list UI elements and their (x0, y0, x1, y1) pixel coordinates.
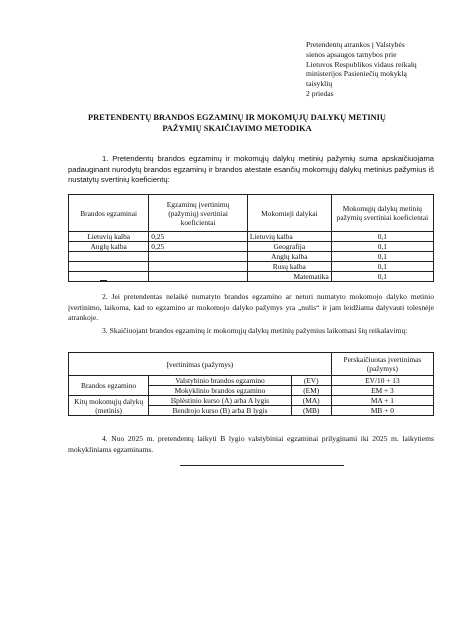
table-row (69, 262, 434, 272)
table-row (69, 242, 434, 252)
header-line: Lietuvos Respublikos vidaus reikalų (306, 59, 417, 69)
table-cell: Lietuvių kalba (247, 232, 331, 242)
table-row (69, 272, 434, 282)
title-line-2: PAŽYMIŲ SKAIČIAVIMO METODIKA (162, 124, 312, 133)
paragraph-1: 1. Pretendentų brandos egzaminų ir mokomųjų dalykų metinių pažymių suma apskaičiuojama padauginant nurodytų brandos egzaminų ir brandos atestate esančių mokomųjų dalykų metinius pažymius iš nustatytų svertinių koeficientų: (68, 154, 434, 185)
table-cell: 0,1 (331, 252, 433, 262)
header-line: ministerijos Pasieniečių mokyklą (306, 69, 407, 79)
table-cell: Matematika (247, 272, 331, 282)
paragraph-4: 4. Nuo 2025 m. pretendentų laikyti B lygio valstybiniai egzaminai prilyginami iki 2025 m. laikytiems mokykliniams egzaminams. (68, 434, 434, 454)
table-cell: 0,25 (149, 232, 248, 242)
table-cell (149, 272, 248, 282)
symbol-cell: (EV) (291, 376, 331, 386)
table-cell (69, 272, 149, 282)
end-line (180, 465, 344, 466)
header-line: 2 priedas (306, 88, 334, 98)
table-row (69, 396, 434, 406)
table-row (69, 232, 434, 242)
table-header-row (69, 195, 434, 232)
table-row (69, 376, 434, 386)
document-title (40, 112, 434, 134)
table-cell: Rusų kalba (247, 262, 331, 272)
table-row (69, 252, 434, 262)
annex-header (306, 40, 456, 99)
header-line: sienos apsaugos tarnybos prie (306, 49, 397, 59)
table-cell: 0,1 (331, 232, 433, 242)
table-cell: 0,25 (149, 242, 248, 252)
table-cell: 0,1 (331, 242, 433, 252)
column-header: Mokomųjų dalykų metinių pažymių svertiniai koeficientai (331, 195, 433, 232)
coefficients-table (68, 194, 434, 282)
formula-cell: EV/10 + 13 (331, 376, 433, 386)
table-header-row (69, 353, 434, 376)
symbol-cell: (MB) (291, 406, 331, 416)
table-cell (69, 252, 149, 262)
paragraph-3: 3. Skaičiuojant brandos egzaminų ir mokomųjų dalykų metinių pažymius laikomasi šių reikalavimų: (102, 326, 408, 335)
formula-cell: MA + 1 (331, 396, 433, 406)
table-cell (149, 262, 248, 272)
symbol-cell: (EM) (291, 386, 331, 396)
table-cell: Išplėstinio kurso (A) arba A lygis (149, 396, 291, 406)
table-cell (69, 262, 149, 272)
column-header: Egzaminų įvertinimų (pažymių) svertiniai koeficientai (149, 195, 248, 232)
recalculation-table (68, 352, 434, 416)
table-cell (149, 252, 248, 262)
table-cell: Anglų kalba (69, 242, 149, 252)
group-label: Kitų mokomųjų dalykų (metinis) (69, 396, 149, 416)
column-header: Perskaičiuotas įvertinimas (pažymys) (331, 353, 433, 376)
group-label: Brandos egzamino (69, 376, 149, 396)
table-cell: 0,1 (331, 262, 433, 272)
header-line: Pretendentų atrankos į Valstybės (306, 40, 405, 49)
column-header: Įvertinimas (pažymys) (69, 353, 332, 376)
column-header: Mokomieji dalykai (247, 195, 331, 232)
table-cell: Mokyklinio brandos egzamino (149, 386, 291, 396)
dash-divider (100, 280, 107, 281)
column-header: Brandos egzaminai (69, 195, 149, 232)
title-line-1: PRETENDENTŲ BRANDOS EGZAMINŲ IR MOKOMŲJŲ DALYKŲ METINIŲ (88, 113, 386, 122)
symbol-cell: (MA) (291, 396, 331, 406)
header-line: taisyklių (306, 79, 333, 89)
formula-cell: MB + 0 (331, 406, 433, 416)
table-cell: Anglų kalba (247, 252, 331, 262)
paragraph-2: 2. Jei pretendentas nelaikė numatyto brandos egzamino ar neturi numatyto mokomojo dalyko metinio įvertinimo, laikoma, kad to egzamino ar mokomojo dalyko pažymys yra „nulis“ ir jam leidžiama dalyvauti tolesnėje atrankoje. (68, 292, 434, 323)
table-cell: Lietuvių kalba (69, 232, 149, 242)
table-cell: 0,1 (331, 272, 433, 282)
table-cell: Valstybinio brandos egzamino (149, 376, 291, 386)
table-cell: Bendrojo kurso (B) arba B lygis (149, 406, 291, 416)
formula-cell: EM + 3 (331, 386, 433, 396)
table-cell: Geografija (247, 242, 331, 252)
